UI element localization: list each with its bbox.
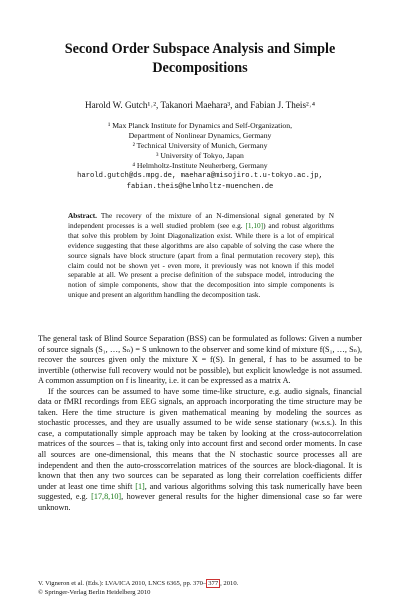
body-citation-link-2[interactable]: [17,8,10]: [91, 492, 122, 502]
body-citation-link-1[interactable]: [1]: [135, 481, 145, 491]
paper-title: [40, 40, 360, 78]
body-text: [38, 334, 362, 513]
footer-copyright: © Springer-Verlag Berlin Heidelberg 2010: [38, 588, 151, 596]
footer-citation-post: , 2010.: [220, 580, 239, 587]
email-line-1[interactable]: harold.gutch@ds.mpg.de, maehara@misojiro.t.u-tokyo.ac.jp,: [77, 172, 323, 181]
affiliation-1: ¹ Max Planck Institute for Dynamics and Self-Organization,: [107, 121, 293, 130]
footer-citation-pre: V. Vigneron et al. (Eds.): LVA/ICA 2010, LNCS 6365, pp. 370–: [38, 580, 207, 587]
title-line-1: Second Order Subspace Analysis and Simple: [64, 41, 336, 57]
abstract-text-post: ) and robust algorithms that solve this problem by Joint Diagonalization exist. While there is a lot of empirical evidence suggesting that these algorithms are also capable of solving the case where the source signals have block structure (apart from a final permutation recovery step), this claim could not be shown yet - even more, it previously was not known if this model separable at all. We present a precise definition of the subspace model, introducing the notion of simple components, show that the decomposition into simple components is unique and present an algorithm handling the decomposition task.: [68, 220, 334, 300]
author-list: Harold W. Gutch¹˒², Takanori Maehara³, and Fabian J. Theis²˒⁴: [84, 100, 316, 110]
email-line-2[interactable]: fabian.theis@helmholtz-muenchen.de: [126, 182, 274, 191]
affiliation-4: ⁴ Helmholtz-Institute Neuherberg, Germany: [132, 161, 268, 171]
footer-page-link[interactable]: 377: [208, 580, 219, 587]
title-line-2: Decompositions: [152, 60, 248, 76]
abstract-text-pre: The recovery of the mixture of an N-dimensional signal generated by N independent processes is a well studied problem (see e.g.: [68, 211, 334, 230]
affiliation-1-dept: Department of Nonlinear Dynamics, Germany: [128, 131, 272, 141]
body-paragraph-2: [38, 387, 362, 514]
abstract: [68, 211, 334, 300]
publication-footer: [38, 580, 368, 597]
abstract-citation-link[interactable]: [1,10]: [245, 220, 264, 230]
affiliation-2: ² Technical University of Munich, Germany: [132, 141, 268, 151]
body-paragraph-1: The general task of Blind Source Separation (BSS) can be formulated as follows: Given a number of source signals (S₁, …, Sₙ) = S unknown to the observer and some kind of mixture f(S₁, …, Sₙ), recover the sources given only the mixture X = f(S). In general, f has to be assumed to be invertible (otherwise full recovery would not be possible), but explicit knowledge is not assumed. A common assumption on f is linearity, i.e. it can be expressed as a matrix A.: [38, 334, 362, 386]
affiliations: [20, 121, 380, 192]
body-p2-text-b: , and various algorithms solving this task numerically have been suggested, e.g.: [38, 481, 362, 502]
footer-citation-line: [38, 580, 368, 589]
abstract-label: Abstract.: [68, 211, 97, 220]
affiliation-3: ³ University of Tokyo, Japan: [156, 151, 244, 161]
body-p2-text-c: , however general results for the higher dimensional case so far were unknown.: [38, 492, 362, 512]
body-p2-text-a: If the sources can be assumed to have some time-like structure, e.g. audio signals, financial data or fMRI recordings from EEG signals, an approach incorporating the time structure may be taken. Here the time structure is given mathematical meaning by modeling the sources as stochastic processes, and they are usually assumed to be wide sense stationary (w.s.s.). In this case, a computationally simple approach may be taken by looking at the cross-autocorrelation matrices of the sources – that is, taking only into account first and second order moments. In case all sources are one-dimensional, this means that the N stochastic source processes all are independent and then the auto-crosscorrelation matrices of the sources are block-diagonal. It is known that then any two sources can be separated as long their correlation coefficients differ under at least one time shift: [38, 386, 362, 491]
